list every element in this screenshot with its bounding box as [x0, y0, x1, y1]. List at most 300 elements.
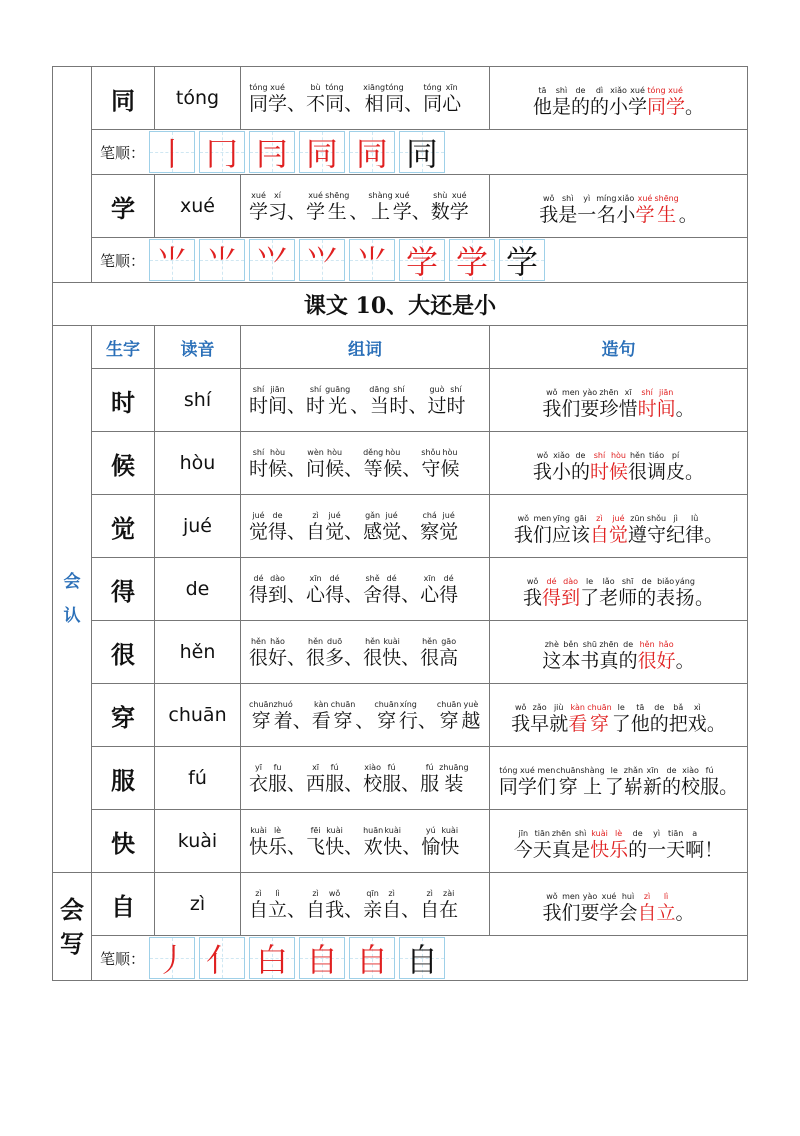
pinyin-char — [675, 576, 695, 609]
pinyin-char — [306, 510, 325, 543]
pinyin-text: yáng — [675, 577, 695, 586]
pinyin-text: wèn — [307, 447, 324, 457]
pinyin-text: jué — [612, 514, 625, 523]
pinyin-char — [421, 825, 440, 858]
side-char: 写 — [60, 928, 84, 958]
pinyin-cell: fú — [155, 747, 241, 810]
pinyin-char — [249, 888, 268, 921]
pinyin-text: men — [561, 388, 580, 397]
stroke-order-row — [53, 936, 748, 981]
pinyin-char — [268, 384, 287, 417]
pinyin-text: de — [632, 829, 643, 838]
pinyin-text: fú — [330, 762, 339, 772]
pinyin-text: wǒ — [514, 703, 527, 712]
pinyin-char — [420, 762, 439, 795]
pinyin-text: tóng — [249, 82, 268, 92]
char-cell: 得 — [92, 558, 155, 621]
pinyin-text: xué — [308, 190, 323, 200]
pinyin-char — [306, 447, 325, 480]
pinyin-char — [287, 636, 306, 669]
pinyin-char — [268, 510, 287, 543]
pinyin-char — [344, 825, 363, 858]
hanzi-text: 自 — [420, 898, 440, 921]
hanzi-text: 的 — [662, 776, 682, 798]
hanzi-text: 、 — [287, 898, 307, 921]
hanzi-text: 是 — [551, 96, 571, 118]
hanzi-text: 看 — [311, 709, 331, 732]
hanzi-text: 快 — [249, 835, 269, 858]
hanzi-text: 、 — [355, 709, 375, 732]
pinyin-char — [612, 702, 631, 735]
hanzi-text: 生 — [657, 204, 677, 226]
hanzi-text: 光 — [328, 394, 348, 417]
hanzi-text: 候 — [440, 457, 460, 480]
pinyin-text: jué — [385, 510, 398, 520]
pinyin-char — [268, 762, 287, 795]
pinyin-char — [628, 85, 647, 118]
pinyin-text: xīn — [423, 573, 436, 583]
pinyin-char — [287, 384, 306, 417]
hanzi-text: 小 — [608, 96, 628, 118]
pinyin-text: lì — [663, 892, 669, 901]
hanzi-text: 。 — [675, 650, 695, 672]
stroke-order-row — [53, 238, 748, 283]
hanzi-text: 、 — [344, 898, 364, 921]
pinyin-char — [719, 765, 738, 798]
pinyin-char — [325, 190, 349, 223]
hanzi-text: 学 — [449, 200, 469, 223]
pinyin-char — [542, 639, 561, 672]
hanzi-text: 本 — [561, 650, 581, 672]
stroke-order-cell — [92, 936, 748, 981]
pinyin-char — [616, 193, 635, 226]
pinyin-text: biǎo — [657, 577, 675, 586]
word-list — [249, 384, 489, 417]
pinyin-char — [558, 193, 577, 226]
pinyin-char — [590, 450, 609, 483]
hanzi-text: 、 — [408, 394, 428, 417]
pinyin-text: shí — [252, 447, 265, 457]
pinyin-char — [306, 190, 325, 223]
stroke-box — [199, 937, 245, 979]
side-cell-blank — [53, 67, 92, 283]
pinyin-char — [618, 576, 637, 609]
hanzi-text: 衣 — [249, 772, 269, 795]
pinyin-text: le — [586, 577, 594, 586]
hanzi-text: 、 — [344, 92, 364, 115]
pinyin-text: xiǎo — [553, 451, 570, 460]
hanzi-text: 真 — [551, 839, 571, 861]
pinyin-char — [306, 82, 325, 115]
hanzi-text: 很 — [249, 646, 269, 669]
hanzi-text: 天 — [532, 839, 552, 861]
pinyin-char — [631, 702, 650, 735]
pinyin-text: zhēn — [599, 640, 619, 649]
stroke-order-label: 笔顺： — [100, 949, 146, 968]
pinyin-text: jì — [673, 514, 678, 523]
pinyin-char — [654, 193, 678, 226]
hanzi-text: 同 — [423, 92, 443, 115]
pinyin-text: jué — [328, 510, 341, 520]
hanzi-text: 、 — [402, 835, 422, 858]
pinyin-text: xué — [270, 82, 285, 92]
pinyin-text: tóng — [499, 766, 518, 775]
side-recognize — [53, 326, 92, 873]
char-cell: 学 — [92, 175, 155, 238]
pinyin-char — [676, 639, 695, 672]
stroke-order — [92, 937, 747, 979]
char-row — [53, 684, 748, 747]
pinyin-text: wǒ — [536, 451, 549, 460]
pinyin-char — [590, 85, 609, 118]
hanzi-text: 。 — [719, 776, 739, 798]
hanzi-text: 、 — [287, 835, 307, 858]
pinyin-char — [669, 702, 688, 735]
hanzi-text: 自 — [589, 524, 609, 546]
pinyin-text: shū — [582, 640, 597, 649]
hanzi-text: 们 — [561, 398, 581, 420]
hanzi-text: 问 — [306, 457, 326, 480]
hanzi-text: 书 — [580, 650, 600, 672]
pinyin-char — [609, 828, 628, 861]
pinyin-text: shí — [593, 451, 606, 460]
hanzi-text: 们 — [561, 902, 581, 924]
hanzi-text: 天 — [666, 839, 686, 861]
pinyin-char — [287, 888, 306, 921]
pinyin-char — [580, 576, 599, 609]
hanzi-text: 小 — [551, 461, 571, 483]
hanzi-text: 是 — [571, 839, 591, 861]
hanzi-text: 得 — [249, 583, 269, 606]
char-cell: 觉 — [92, 495, 155, 558]
pinyin-char — [561, 639, 580, 672]
sentence — [542, 387, 694, 420]
pinyin-char — [306, 825, 325, 858]
pinyin-char — [382, 888, 401, 921]
pinyin-text: děng — [363, 447, 384, 457]
hanzi-text: 我 — [542, 398, 562, 420]
hanzi-text: 的 — [570, 96, 590, 118]
pinyin-text: fú — [705, 766, 714, 775]
hanzi-text: 穿 — [589, 713, 609, 735]
pinyin-text: xué — [601, 892, 617, 901]
pinyin-char — [249, 82, 268, 115]
char-row — [53, 810, 748, 873]
pinyin-text: xiǎo — [617, 194, 635, 203]
pinyin-char — [249, 510, 268, 543]
char-row — [53, 873, 748, 936]
pinyin-text: xīn — [309, 573, 322, 583]
pinyin-char — [249, 699, 274, 732]
hanzi-text: 心 — [420, 583, 440, 606]
pinyin-char — [344, 510, 363, 543]
hanzi-text: 遵 — [627, 524, 647, 546]
pinyin-char — [657, 891, 676, 924]
pinyin-char — [401, 636, 420, 669]
hanzi-text: 学 — [306, 200, 326, 223]
pinyin-text: a — [692, 829, 698, 838]
pinyin-char — [635, 193, 654, 226]
stroke-box — [349, 239, 395, 281]
pinyin-text: de — [666, 766, 677, 775]
pinyin-char — [439, 510, 458, 543]
stroke-box — [349, 131, 395, 173]
pinyin-char — [349, 190, 368, 223]
pinyin-char — [325, 82, 344, 115]
pinyin-char — [688, 702, 707, 735]
pinyin-char — [287, 190, 306, 223]
pinyin-text: de — [272, 510, 283, 520]
pinyin-char — [533, 450, 552, 483]
hanzi-text: 惜 — [618, 398, 638, 420]
hanzi-text: 觉 — [608, 524, 628, 546]
stroke-box — [249, 131, 295, 173]
pinyin-char — [382, 573, 401, 606]
stroke-glyph: ⺍ — [256, 243, 289, 281]
pinyin-char — [350, 384, 369, 417]
pinyin-char — [344, 573, 363, 606]
hanzi-text: 时 — [446, 394, 466, 417]
stroke-box — [249, 239, 295, 281]
pinyin-char — [431, 190, 450, 223]
pinyin-char — [412, 190, 431, 223]
pinyin-text: kuài — [250, 825, 267, 835]
pinyin-text: xué — [251, 190, 266, 200]
hanzi-text: 快 — [325, 835, 345, 858]
pinyin-text: men — [562, 892, 580, 901]
pinyin-char — [568, 702, 587, 735]
hanzi-text: 我 — [532, 461, 552, 483]
pinyin-text: xí — [274, 190, 281, 200]
hanzi-text: 过 — [427, 394, 447, 417]
column-header: 生字 — [92, 326, 155, 369]
pinyin-char — [268, 888, 287, 921]
pinyin-char — [619, 387, 638, 420]
pinyin-char — [681, 765, 700, 798]
pinyin-text: dāng — [369, 384, 390, 394]
pinyin-char — [549, 702, 568, 735]
sentence-cell — [490, 369, 748, 432]
pinyin-char — [249, 573, 268, 606]
pinyin-text: tóng — [385, 82, 404, 92]
hanzi-text: 的 — [589, 96, 609, 118]
hanzi-text: 得 — [325, 583, 345, 606]
pinyin-text: dé — [253, 573, 264, 583]
pinyin-text: shàng — [368, 190, 393, 200]
pinyin-char — [408, 384, 427, 417]
pinyin-char — [643, 765, 662, 798]
pinyin-text: hòu — [442, 447, 458, 457]
pinyin-char — [382, 510, 401, 543]
pinyin-text: chuān — [330, 699, 356, 709]
pinyin-text: shēng — [325, 190, 350, 200]
hanzi-text: 学 — [249, 200, 269, 223]
pinyin-char — [368, 190, 392, 223]
word-cell — [241, 369, 490, 432]
pinyin-text: hěn — [629, 451, 646, 460]
pinyin-text: xiào — [682, 766, 699, 775]
pinyin-char — [685, 828, 704, 861]
word-list — [249, 573, 489, 606]
char-cell: 同 — [92, 67, 155, 130]
hanzi-text: 得 — [542, 587, 562, 609]
pinyin-char — [530, 702, 549, 735]
pinyin-text: shí — [252, 384, 265, 394]
hanzi-text: 好 — [268, 646, 288, 669]
hanzi-text: 同 — [385, 92, 405, 115]
pinyin-char — [325, 510, 344, 543]
pinyin-char — [514, 828, 533, 861]
pinyin-text: hěn — [422, 636, 438, 646]
hanzi-text: 觉 — [439, 520, 459, 543]
pinyin-text: bù — [310, 82, 321, 92]
pinyin-text: xué — [630, 86, 645, 95]
pinyin-text: hěn — [639, 640, 655, 649]
pinyin-char — [293, 699, 312, 732]
pinyin-char — [363, 573, 382, 606]
hanzi-text: 同 — [325, 92, 345, 115]
hanzi-text: 上 — [371, 200, 391, 223]
hanzi-text: 了 — [611, 713, 631, 735]
pinyin-cell: shí — [155, 369, 241, 432]
pinyin-char — [363, 636, 382, 669]
pinyin-text: jiān — [658, 388, 674, 397]
pinyin-char — [399, 699, 418, 732]
hanzi-text: 穿 — [558, 776, 578, 798]
pinyin-text: shí — [393, 384, 405, 394]
pinyin-char — [647, 450, 666, 483]
hanzi-text: 心 — [442, 92, 462, 115]
hanzi-text: 装 — [444, 772, 464, 795]
pinyin-text: yī — [255, 762, 262, 772]
pinyin-char — [619, 639, 638, 672]
pinyin-text: men — [537, 766, 556, 775]
hanzi-text: 西 — [306, 772, 326, 795]
char-cell: 时 — [92, 369, 155, 432]
pinyin-char — [363, 82, 385, 115]
hanzi-text: 、 — [287, 646, 307, 669]
hanzi-text: 间 — [268, 394, 288, 417]
hanzi-text: 、 — [287, 200, 307, 223]
hanzi-text: 时 — [637, 398, 657, 420]
hanzi-text: 珍 — [599, 398, 619, 420]
pinyin-char — [401, 888, 420, 921]
pinyin-char — [249, 762, 268, 795]
pinyin-char — [420, 510, 439, 543]
hanzi-text: 候 — [608, 461, 628, 483]
pinyin-char — [590, 828, 609, 861]
pinyin-char — [638, 891, 657, 924]
stroke-glyph: 自 — [306, 941, 339, 979]
column-header: 组词 — [241, 326, 490, 369]
pinyin-text: wǒ — [542, 194, 555, 203]
hanzi-text: 纪 — [666, 524, 686, 546]
hanzi-text: 他 — [630, 713, 650, 735]
hanzi-text: 自 — [382, 898, 402, 921]
word-cell — [241, 175, 490, 238]
pinyin-char — [287, 762, 306, 795]
pinyin-text: xué — [451, 190, 467, 200]
pinyin-char — [421, 447, 440, 480]
pinyin-char — [306, 384, 325, 417]
pinyin-char — [306, 762, 325, 795]
stroke-glyph: 学 — [456, 243, 489, 281]
hanzi-text: 这 — [542, 650, 562, 672]
pinyin-char — [439, 762, 468, 795]
pinyin-text: fú — [387, 762, 396, 772]
pinyin-text: dào — [270, 573, 285, 583]
pinyin-char — [662, 765, 681, 798]
pinyin-char — [287, 510, 306, 543]
hanzi-text: 不 — [306, 92, 326, 115]
word-list — [249, 888, 489, 921]
pinyin-char — [685, 513, 704, 546]
pinyin-char — [580, 387, 599, 420]
pinyin-text: shí — [309, 384, 322, 394]
pinyin-char — [624, 765, 643, 798]
pinyin-text: xīn — [445, 82, 458, 92]
pinyin-text: shēng — [654, 194, 679, 203]
pinyin-text: shì — [574, 829, 587, 838]
pinyin-char — [571, 828, 590, 861]
hanzi-text: 候 — [268, 457, 288, 480]
pinyin-char — [666, 450, 685, 483]
pinyin-char — [249, 190, 268, 223]
hanzi-text: 自 — [249, 898, 269, 921]
hanzi-text: 、 — [401, 583, 421, 606]
pinyin-text: zì — [312, 888, 319, 898]
sentence — [533, 85, 704, 118]
stroke-glyph: ⺍ — [306, 243, 339, 281]
pinyin-text: qīn — [366, 888, 379, 898]
pinyin-char — [637, 576, 656, 609]
hanzi-text: 的 — [570, 461, 590, 483]
hanzi-text: 。 — [685, 96, 705, 118]
char-row — [53, 495, 748, 558]
hanzi-text: 、 — [344, 835, 364, 858]
stroke-order-label: 笔顺： — [100, 143, 146, 162]
hanzi-text: 时 — [389, 394, 409, 417]
pinyin-char — [325, 636, 344, 669]
hanzi-text: 、 — [287, 772, 307, 795]
hanzi-text: 自 — [637, 902, 657, 924]
hanzi-text: 很 — [628, 461, 648, 483]
pinyin-char — [537, 765, 556, 798]
hanzi-text: 、 — [349, 200, 369, 223]
hanzi-text: 校 — [363, 772, 383, 795]
pinyin-char — [268, 82, 287, 115]
pinyin-text: lè — [273, 825, 282, 835]
sentence — [533, 450, 704, 483]
stroke-box — [249, 937, 295, 979]
pinyin-char — [700, 765, 719, 798]
stroke-order-label: 笔顺： — [100, 251, 146, 270]
pinyin-cell: hòu — [155, 432, 241, 495]
stroke-glyph: 白 — [256, 941, 289, 979]
pinyin-text: fu — [273, 762, 282, 772]
pinyin-text: fēi — [310, 825, 321, 835]
hanzi-text: 、 — [344, 772, 364, 795]
pinyin-text: de — [623, 640, 634, 649]
pinyin-char — [542, 891, 561, 924]
hanzi-text: 我 — [539, 204, 559, 226]
hanzi-text: 很 — [420, 646, 440, 669]
hanzi-text: 时 — [249, 457, 269, 480]
pinyin-char — [552, 450, 571, 483]
pinyin-text: hòu — [270, 447, 286, 457]
stroke-glyph: 自 — [406, 941, 439, 979]
hanzi-text: 生 — [327, 200, 347, 223]
